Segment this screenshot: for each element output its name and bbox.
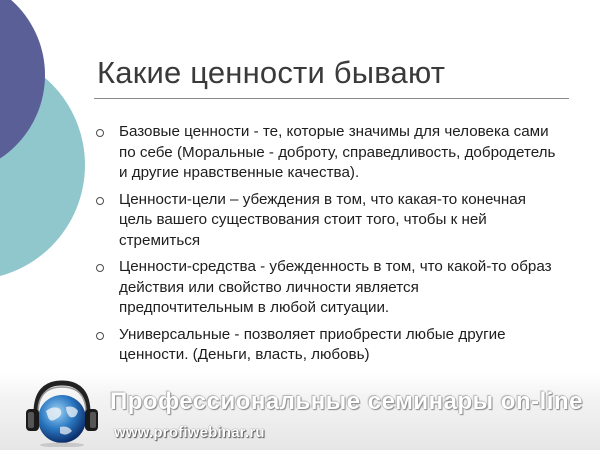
globe-headphones-icon	[16, 379, 108, 447]
bullet-text: Универсальные - позволяет приобрести любые другие ценности. (Деньги, власть, любовь)	[119, 325, 506, 363]
footer-url[interactable]: www.profiwebinar.ru	[114, 424, 265, 441]
bullet-circle-icon	[96, 129, 104, 137]
list-item	[96, 122, 556, 184]
bullet-circle-icon	[96, 332, 104, 340]
bullet-text: Базовые ценности - те, которые значимы для человека сами по себе (Моральные - доброту, справедливость, добродетель и другие нравственные качества).	[119, 123, 556, 181]
list-item	[96, 257, 556, 319]
title-divider	[94, 98, 569, 99]
bullet-list	[96, 122, 556, 372]
bullet-circle-icon	[96, 264, 104, 272]
bullet-circle-icon	[96, 197, 104, 205]
list-item	[96, 190, 556, 252]
list-item	[96, 325, 556, 366]
footer-tagline: Профессиональные семинары on-line	[110, 388, 583, 415]
footer-banner	[0, 373, 600, 450]
bullet-text: Ценности-цели – убеждения в том, что какая-то конечная цель вашего существования стоит того, чтобы к ней стремиться	[119, 190, 526, 249]
bullet-text: Ценности-средства - убежденность в том, что какой-то образ действия или свойство личности является предпочтительным в любой ситуации.	[119, 258, 552, 316]
slide-title: Какие ценности бывают	[97, 55, 446, 90]
